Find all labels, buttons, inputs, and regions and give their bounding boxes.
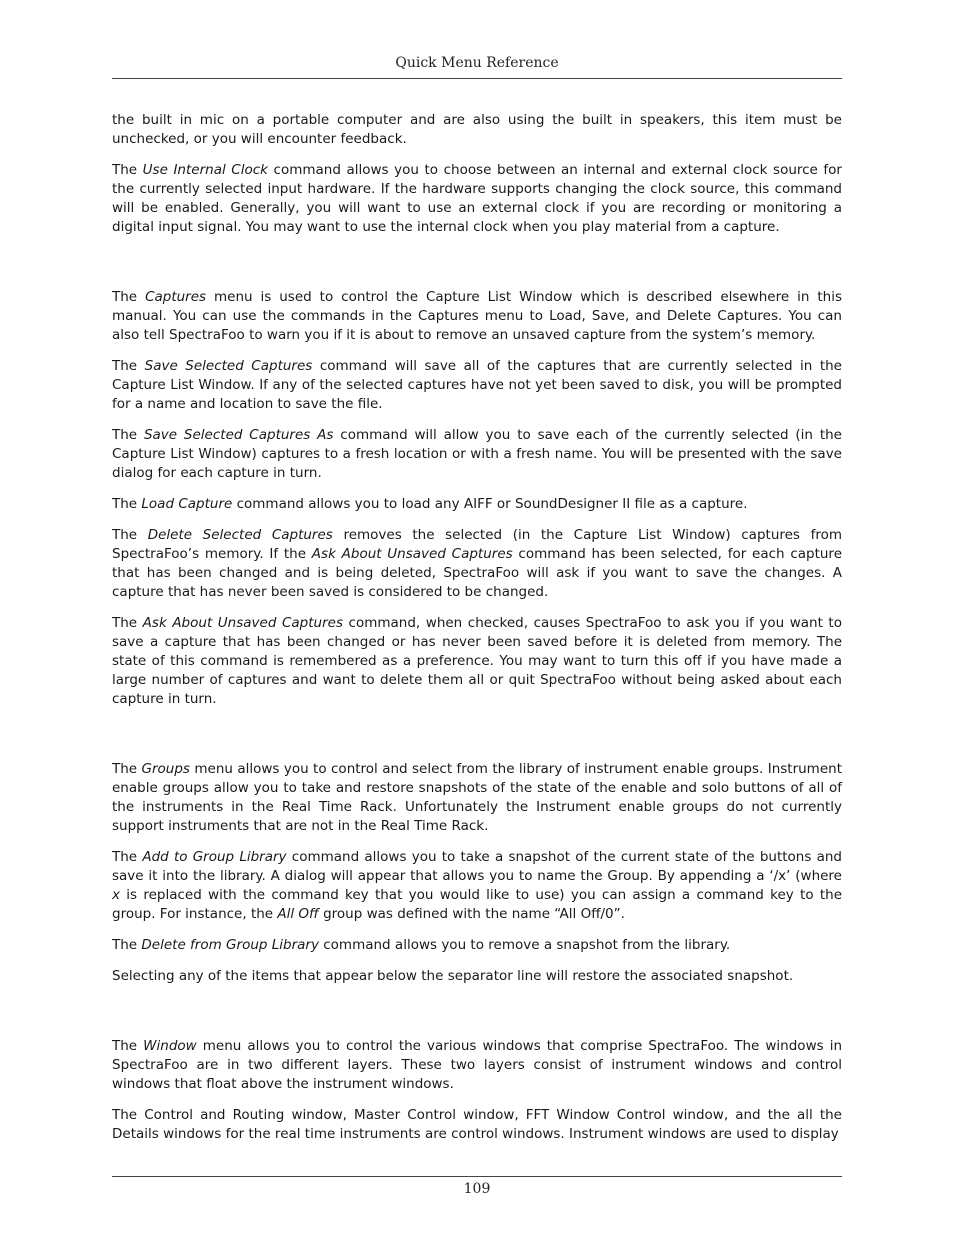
command-name: Add to Group Library xyxy=(142,849,287,865)
body-paragraph: the built in mic on a portable computer and are also using the built in speakers, this item must be unchecked, or you will encounter feedback. xyxy=(112,112,842,147)
body-paragraph: The Ask About Unsaved Captures command, when checked, causes SpectraFoo to ask you if you want to save a capture that has been changed or has never been saved before it is deleted from memory. The state of this command is remembered as a preference. You may want to turn this off if you have made a large number of captures and want to delete them all or quit SpectraFoo without being asked about each capture in turn. xyxy=(112,615,842,707)
header-rule xyxy=(112,78,842,79)
command-name: Groups xyxy=(141,761,190,777)
body-paragraph: The Add to Group Library command allows you to take a snapshot of the current state of the buttons and save it into the library. A dialog will appear that allows you to name the Group. By appending a ‘/x’ (where x is replaced with the command key that you would like to use) you can assign a command key to the group. For instance, the All Off group was defined with the name “All Off/0”. xyxy=(112,849,842,922)
command-name: Captures xyxy=(145,289,207,305)
body-paragraph: The Save Selected Captures As command will allow you to save each of the currently selected (in the Capture List Window) captures to a fresh location or with a fresh name. You will be presented with the save dialog for each capture in turn. xyxy=(112,427,842,481)
running-header: Quick Menu Reference xyxy=(395,55,559,71)
body-paragraph: The Window menu allows you to control the various windows that comprise SpectraFoo. The windows in SpectraFoo are in two different layers. These two layers consist of instrument windows and control windows that float above the instrument windows. xyxy=(112,1038,842,1092)
page-number: 109 xyxy=(463,1181,491,1197)
body-paragraph: The Control and Routing window, Master Control window, FFT Window Control window, and the all the Details windows for the real time instruments are control windows. Instrument windows are used to display xyxy=(112,1107,842,1142)
body-paragraph: The Delete from Group Library command allows you to remove a snapshot from the library. xyxy=(112,937,731,953)
section-gap xyxy=(112,998,842,1037)
command-name: x xyxy=(112,887,120,903)
command-name: Load Capture xyxy=(141,496,233,512)
body-paragraph: The Load Capture command allows you to load any AIFF or SoundDesigner II file as a capture. xyxy=(112,496,748,512)
command-name: Ask About Unsaved Captures xyxy=(311,546,513,562)
command-name: All Off xyxy=(277,906,319,922)
body-paragraph: The Delete Selected Captures removes the selected (in the Capture List Window) captures from SpectraFoo’s memory. If the Ask About Unsaved Captures command has been selected, for each capture that has been changed and is being deleted, SpectraFoo will ask if you want to save the changes. A capture that has never been saved is considered to be changed. xyxy=(112,527,842,600)
body-paragraph: The Use Internal Clock command allows you to choose between an internal and external clock source for the currently selected input hardware. If the hardware supports changing the clock source, this command will be enabled. Generally, you will want to use an external clock if you are recording or monitoring a digital input signal. You may want to use the internal clock when you play material from a capture. xyxy=(112,162,842,235)
command-name: Delete Selected Captures xyxy=(147,527,333,543)
footer-rule xyxy=(112,1176,842,1177)
body-paragraph: Selecting any of the items that appear below the separator line will restore the associated snapshot. xyxy=(112,968,794,984)
command-name: Use Internal Clock xyxy=(142,162,268,178)
command-name: Delete from Group Library xyxy=(141,937,319,953)
body-paragraph: The Captures menu is used to control the Capture List Window which is described elsewhere in this manual. You can use the commands in the Captures menu to Load, Save, and Delete Captures. You can also tell SpectraFoo to warn you if it is about to remove an unsaved capture from the system’s memory. xyxy=(112,289,842,343)
section-gap xyxy=(112,249,842,288)
command-name: Window xyxy=(143,1038,197,1054)
section-gap xyxy=(112,721,842,760)
command-name: Save Selected Captures As xyxy=(143,427,334,443)
body-paragraph: The Groups menu allows you to control and select from the library of instrument enable groups. Instrument enable groups allow you to take and restore snapshots of the state of the enable and solo buttons of all of the instruments in the Real Time Rack. Unfortunately the Instrument enable groups do not currently support instruments that are not in the Real Time Rack. xyxy=(112,761,842,834)
body-paragraph: The Save Selected Captures command will save all of the captures that are currently selected in the Capture List Window. If any of the selected captures have not yet been saved to disk, you will be prompted for a name and location to save the file. xyxy=(112,358,842,412)
command-name: Save Selected Captures xyxy=(144,358,313,374)
command-name: Ask About Unsaved Captures xyxy=(142,615,343,631)
page-body xyxy=(112,111,842,1156)
